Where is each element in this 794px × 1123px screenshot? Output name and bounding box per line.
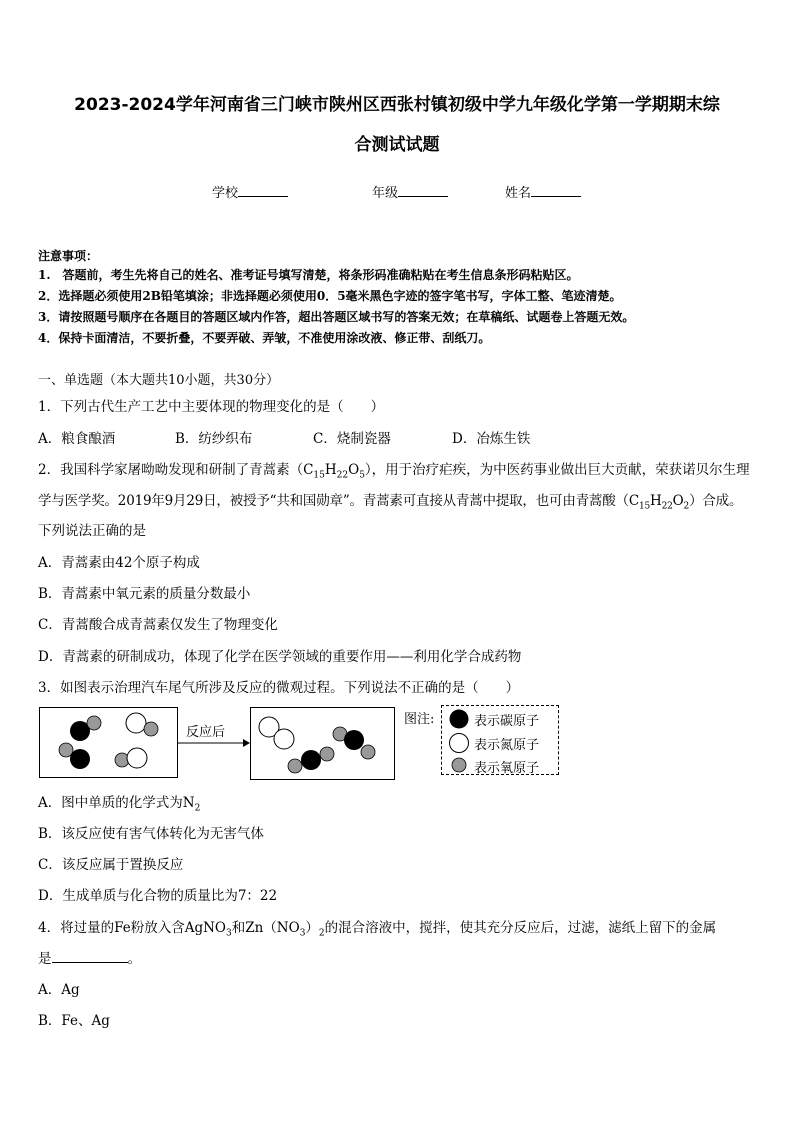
oxygen-atom	[361, 745, 375, 759]
note-item-2: 2．选择题必须使用2B铅笔填涂；非选择题必须使用0．5毫米黑色字迹的签字笔书写，字体工整、笔迹清楚。	[38, 289, 622, 303]
q2-line-3: 下列说法正确的是	[38, 523, 146, 539]
legend-title: 图注:	[404, 712, 435, 727]
note-item-4: 4．保持卡面清洁，不要折叠，不要弄破、弄皱，不准使用涂改液、修正带、刮纸刀。	[38, 331, 491, 345]
nitrogen-atom	[127, 748, 147, 768]
q1-option-c: C．烧制瓷器	[313, 431, 391, 447]
school-field	[212, 182, 288, 201]
grade-label: 年级	[372, 186, 399, 201]
nitrogen-atom	[274, 729, 294, 749]
q2-option-b: B．青蒿素中氧元素的质量分数最小	[38, 586, 251, 602]
arrow-label: 反应后	[186, 725, 226, 740]
q4-answer-blank	[52, 962, 128, 963]
nitrogen-atom	[126, 713, 146, 733]
reaction-arrow-icon	[177, 737, 251, 749]
q3-stem: 3．如图表示治理汽车尾气所涉及反应的微观过程。下列说法不正确的是（ ）	[38, 680, 520, 696]
grade-blank	[398, 196, 448, 197]
q3-option-a: A．图中单质的化学式为$N_2$	[38, 795, 201, 814]
q3-option-c: C．该反应属于置换反应	[38, 857, 184, 873]
name-blank	[531, 196, 581, 197]
carbon-atom-icon	[448, 708, 470, 730]
note-item-1: 1. 答题前，考生先将自己的姓名、准考证号填写清楚，将条形码准确粘贴在考生信息条形码粘贴区。	[38, 268, 579, 282]
q2-line-2: 学与医学奖。2019年9月29日，被授予“共和国勋章”。青蒿素可直接从青蒿中提取，也可由青蒿酸$(C_{15}H_{22}O_2)$合成。	[38, 493, 743, 512]
q3-option-d: D．生成单质与化合物的质量比为7：22	[38, 888, 278, 904]
carbon-atom	[344, 730, 364, 750]
oxygen-atom	[144, 722, 158, 736]
carbon-atom	[301, 750, 321, 770]
reactants-molecules	[40, 708, 177, 777]
legend-carbon-label: 表示碳原子	[474, 714, 540, 729]
school-label: 学校	[212, 186, 239, 201]
q1-option-b: B．纺纱织布	[175, 431, 253, 447]
note-item-3: 3．请按照题号顺序在各题目的答题区域内作答，超出答题区域书写的答案无效；在草稿纸、试题卷上答题无效。	[38, 310, 635, 324]
grade-field	[372, 182, 448, 201]
q2-option-d: D．青蒿素的研制成功，体现了化学在医学领域的重要作用——利用化学合成药物	[38, 649, 522, 665]
q4-line-1: 4．将过量的Fe粉放入含AgNO$_3$和$Zn(NO_3)_2$的混合溶液中，搅拌，使其充分反应后，过滤，滤纸上留下的金属	[38, 920, 717, 939]
legend-nitrogen-label: 表示氮原子	[474, 738, 540, 753]
title-line-2: 合测试试题	[354, 135, 440, 155]
oxygen-atom-icon	[451, 757, 467, 773]
q4-line-2: 是 。	[38, 951, 141, 967]
legend-oxygen-label: 表示氧原子	[474, 761, 540, 776]
reactants-box	[39, 707, 178, 778]
q1-stem: 1．下列古代生产工艺中主要体现的物理变化的是（ ）	[38, 399, 385, 415]
school-blank	[238, 196, 288, 197]
q1-option-d: D．冶炼生铁	[452, 431, 531, 447]
name-field	[505, 182, 581, 201]
q3-option-b: B．该反应使有害气体转化为无害气体	[38, 826, 264, 842]
legend-box	[441, 705, 559, 775]
products-box	[250, 707, 395, 780]
q2-option-a: A．青蒿素由42个原子构成	[38, 555, 200, 571]
name-label: 姓名	[505, 186, 532, 201]
q2-option-c: C．青蒿酸合成青蒿素仅发生了物理变化	[38, 617, 278, 633]
q2-line-1: 2．我国科学家屠呦呦发现和研制了青蒿素$(C_{15}H_{22}O_5)$，用于治疗疟疾，为中医药事业做出巨大贡献，荣获诺贝尔生理	[38, 462, 750, 481]
oxygen-atom	[87, 716, 101, 730]
q4-option-b: B．Fe、Ag	[38, 1013, 110, 1029]
oxygen-atom	[288, 759, 302, 773]
notes-heading: 注意事项：	[38, 249, 99, 263]
q4-option-a: A．Ag	[38, 982, 80, 998]
q1-option-a: A．粮食酿酒	[38, 431, 116, 447]
nitrogen-atom-icon	[448, 732, 470, 754]
section-heading: 一、单选题（本大题共10小题，共30分）	[38, 373, 280, 388]
oxygen-atom	[320, 747, 334, 761]
carbon-atom	[70, 749, 90, 769]
title-line-1: 2023-2024学年河南省三门峡市陕州区西张村镇初级中学九年级化学第一学期期末综	[74, 95, 720, 115]
products-molecules	[251, 708, 394, 779]
